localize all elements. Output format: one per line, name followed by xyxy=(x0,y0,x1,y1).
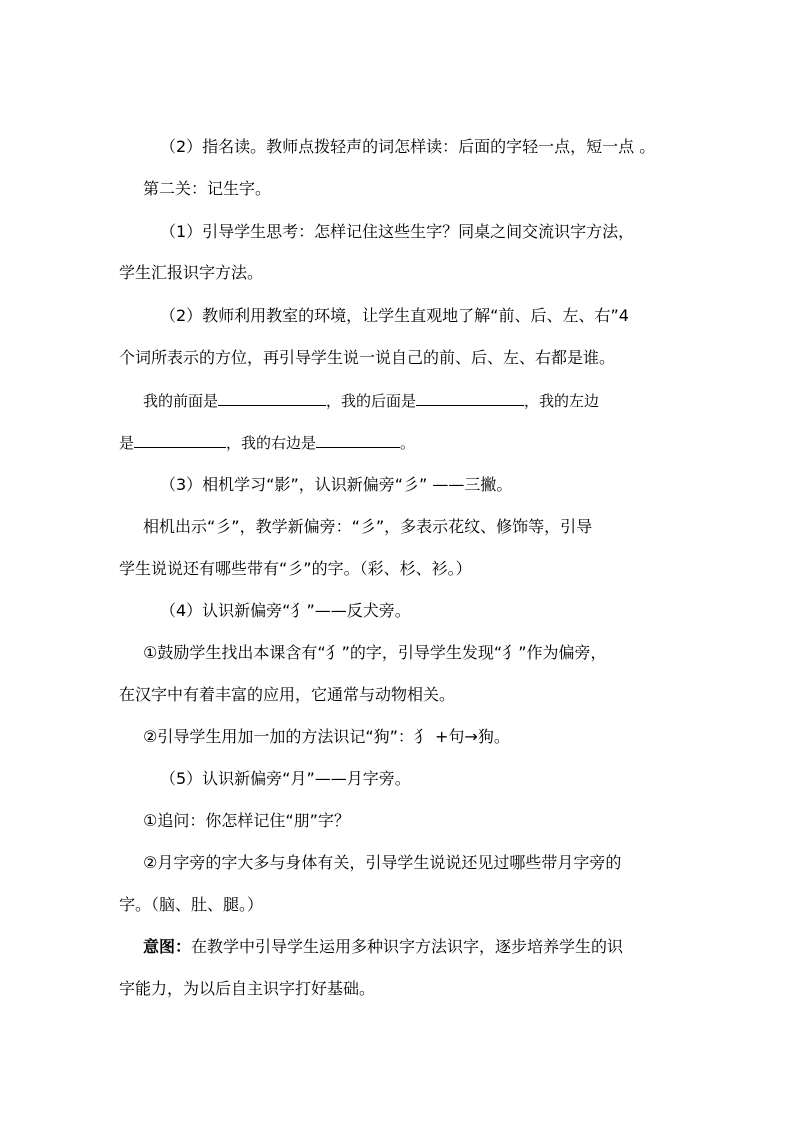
fill-text: 我的前面是 xyxy=(143,392,219,410)
paragraph-line: （3）相机学习“影”，认识新偏旁“彡” ——三撇。 xyxy=(160,475,513,494)
fill-text: ，我的左边 xyxy=(524,392,600,410)
paragraph-line: 相机出示“彡”，教学新偏旁：“彡”，多表示花纹、修饰等，引导 xyxy=(143,517,593,536)
fill-text: 。 xyxy=(400,434,416,452)
paragraph-line: 在汉字中有着丰富的应用，它通常与动物相关。 xyxy=(119,685,456,704)
paragraph-line: 个词所表示的方位，再引导学生说一说自己的前、后、左、右都是谁。 xyxy=(119,348,616,367)
paragraph-line: ②引导学生用加一加的方法识记“狗”：犭 +句→狗。 xyxy=(143,727,510,746)
paragraph-line: （4）认识新偏旁“犭”——反犬旁。 xyxy=(160,601,411,620)
blank-left[interactable] xyxy=(134,433,226,448)
paragraph-line: （5）认识新偏旁“月”——月字旁。 xyxy=(160,769,411,788)
intent-label: 意图： xyxy=(143,937,192,956)
paragraph-line: （2）指名读。教师点拨轻声的词怎样读：后面的字轻一点，短一点 。 xyxy=(160,137,656,156)
intent-line xyxy=(143,937,623,957)
paragraph-line: 学生汇报识字方法。 xyxy=(119,263,264,282)
paragraph-line: 字能力，为以后自主识字打好基础。 xyxy=(119,979,376,998)
paragraph-line: ①追问：你怎样记住“朋”字？ xyxy=(143,811,350,830)
paragraph-line: 字。（脑、肚、腿。） xyxy=(119,895,264,914)
section-heading: 第二关：记生字。 xyxy=(143,179,272,198)
fill-in-line xyxy=(119,433,415,453)
fill-text: 是 xyxy=(119,434,135,452)
fill-text: ，我的后面是 xyxy=(326,392,417,410)
paragraph-line: ②月字旁的字大多与身体有关，引导学生说说还见过哪些带月字旁的 xyxy=(143,853,622,872)
intent-text: 在教学中引导学生运用多种识字方法识字，逐步培养学生的识 xyxy=(191,937,624,956)
blank-front[interactable] xyxy=(218,391,326,406)
paragraph-line: ①鼓励学生找出本课含有“犭”的字，引导学生发现“犭”作为偏旁， xyxy=(143,643,607,662)
fill-in-line xyxy=(143,391,599,411)
paragraph-line: （2）教师利用教室的环境，让学生直观地了解“前、后、左、右”4 xyxy=(160,306,629,325)
paragraph-line: 学生说说还有哪些带有“彡”的字。（彩、杉、衫。） xyxy=(119,559,472,578)
paragraph-line: （1）引导学生思考：怎样记住这些生字？同桌之间交流识字方法， xyxy=(160,222,635,241)
fill-text: ，我的右边是 xyxy=(226,434,317,452)
blank-right[interactable] xyxy=(316,433,400,448)
blank-back[interactable] xyxy=(416,391,524,406)
